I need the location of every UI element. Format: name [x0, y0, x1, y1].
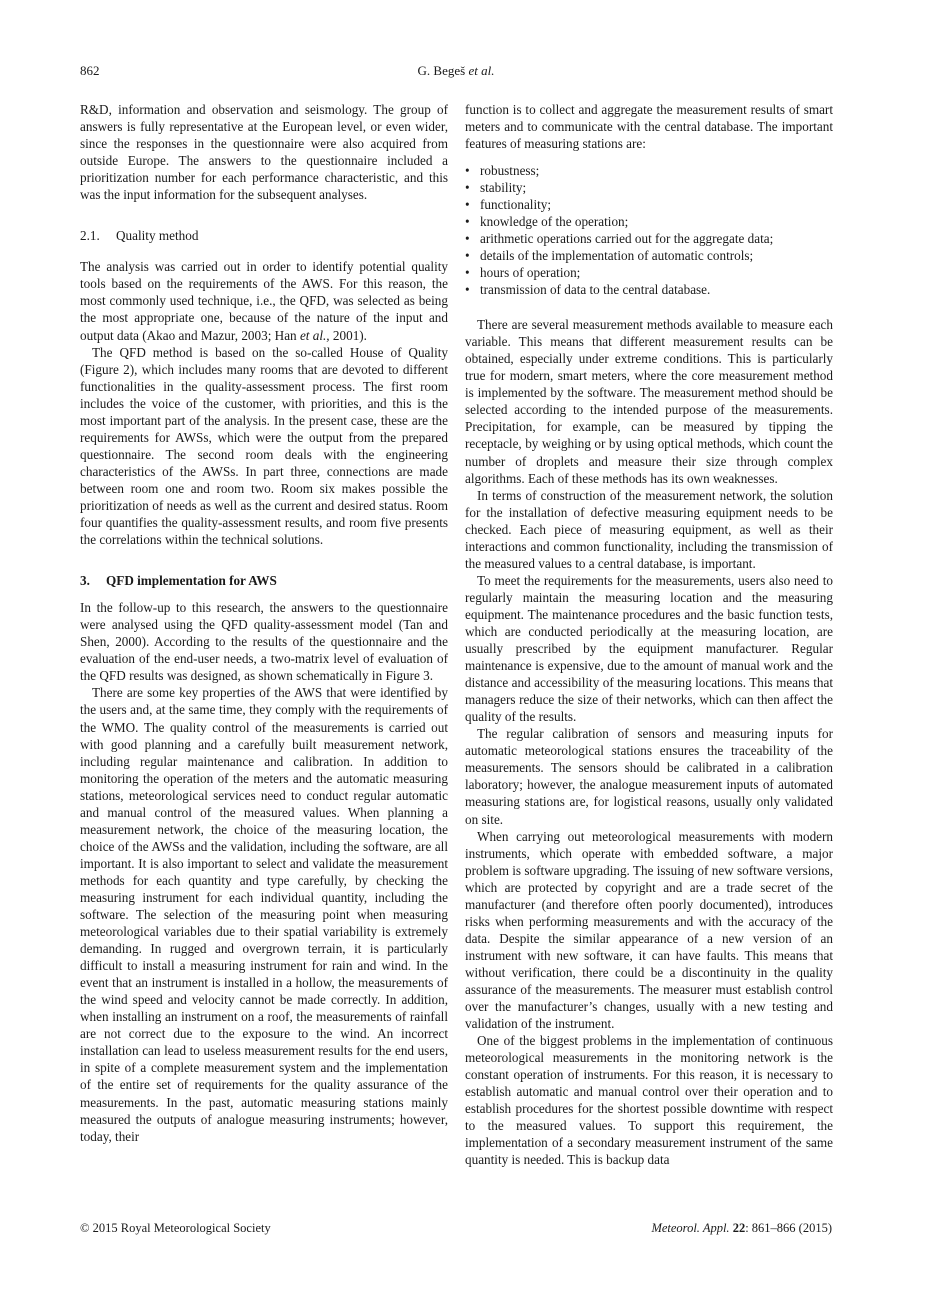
page-number: 862	[80, 63, 100, 78]
bullet-icon: •	[465, 265, 470, 281]
list-item	[465, 196, 833, 213]
paragraph-text: The analysis was carried out in order to identify potential quality tools based on the requirements of the AWS. For this reason, the most commonly used technique, i.e., the QFD, was selected as being the most appropriate one, because of the nature of the input and output data (Akao and Mazur, 2003; Han	[80, 259, 448, 343]
citation-etal: et al.,	[299, 327, 330, 343]
paragraph	[80, 258, 448, 343]
paragraph: To meet the requirements for the measurements, users also need to regularly maintain the measuring location and the measuring equipment. The maintenance procedures and the basic function tests, which are conducted periodically at the measuring location, are usually prescribed by the equipment manufacturer. Regular maintenance is expensive, due to the amount of manual work and the distance and accessibility of the measuring locations. This means that managers reduce the size of their networks, which can then affect the quality of the results.	[465, 572, 833, 725]
section-number: 3.	[80, 573, 90, 589]
list-item-text: robustness;	[480, 163, 540, 179]
subsection-title: Quality method	[116, 228, 199, 244]
list-item	[465, 247, 833, 264]
copyright-notice: © 2015 Royal Meteorological Society	[80, 1221, 271, 1235]
journal-citation	[651, 1221, 832, 1236]
page-header	[80, 63, 832, 83]
running-head	[80, 63, 832, 79]
list-item	[465, 162, 833, 179]
paragraph: The regular calibration of sensors and measuring inputs for automatic meteorological stations ensures the traceability of the measurements. The sensors should be calibrated in a calibration laboratory; however, the analogue measurement inputs of automated measuring stations are, for logistical reasons, usually only validated on site.	[465, 726, 833, 827]
section-title: QFD implementation for AWS	[106, 573, 277, 589]
journal-volume: 22	[732, 1221, 746, 1235]
paragraph: In the follow-up to this research, the answers to the questionnaire were analysed using the QFD quality-assessment model (Tan and Shen, 2000). According to the results of the questionnaire and the evaluation of the end-user needs, a two-matrix level of evaluation of the QFD results was designed, as shown schematically in Figure 3.	[80, 600, 448, 684]
left-column	[80, 101, 448, 1145]
paragraph: The QFD method is based on the so-called House of Quality (Figure 2), which includes many rooms that are devoted to different functionalities in the quality-assessment process. The first room includes the voice of the customer, with priorities, and this is the most important part of the analysis. In the present case, these are the requirements for AWSs, which were the output from the prepared questionnaire. The second room deals with the engineering characteristics of the AWSs. In part three, connections are made between room one and room two. Room six makes possible the prioritization of needs as well as the current and desired status. Room four quantifies the quality-assessment results, and room five presents the correlations within the technical solutions.	[80, 344, 448, 548]
right-column	[465, 101, 833, 1168]
bullet-icon: •	[465, 231, 470, 247]
page-footer	[80, 1221, 832, 1241]
list-item	[465, 264, 833, 281]
list-item	[465, 281, 833, 298]
feature-list	[465, 162, 833, 298]
journal-pages: : 861–866 (2015)	[745, 1221, 832, 1235]
list-item-text: hours of operation;	[480, 265, 581, 281]
list-item-text: knowledge of the operation;	[480, 214, 629, 230]
section-heading-qfd-implementation	[80, 572, 448, 589]
list-item-text: arithmetic operations carried out for the aggregate data;	[480, 231, 774, 247]
list-item-text: transmission of data to the central database.	[480, 282, 711, 298]
bullet-icon: •	[465, 248, 470, 264]
list-item	[465, 213, 833, 230]
running-head-etal: et al.	[468, 63, 495, 78]
bullet-icon: •	[465, 214, 470, 230]
paragraph: One of the biggest problems in the implementation of continuous meteorological measurements in the monitoring network is the constant operation of instruments. For this reason, it is necessary to establish automatic and manual control over their operation and to establish procedures for the shortest possible downtime with respect to the measured values. To support this requirement, the implementation of a secondary measurement instrument of the same quantity is needed. This is backup data	[465, 1033, 833, 1168]
paragraph: In terms of construction of the measurement network, the solution for the installation of defective measuring equipment needs to be checked. Each piece of measuring equipment, as well as their interactions and common functionality, including the transmission of the measured values to a central database, is important.	[465, 487, 833, 571]
list-item	[465, 179, 833, 196]
running-head-author: G. Begeš	[417, 63, 466, 78]
list-item-text: functionality;	[480, 197, 552, 213]
subsection-number: 2.1.	[80, 228, 100, 244]
bullet-icon: •	[465, 282, 470, 298]
journal-name: Meteorol. Appl.	[651, 1221, 730, 1235]
paragraph: When carrying out meteorological measurements with modern instruments, which operate with embedded software, a major problem is software upgrading. The issuing of new software versions, which are protected by copyright and are a trade secret of the manufacturer (and therefore often poorly documented), introduces risks when performing measurements and with the accuracy of the data. Despite the similar appearance of a new version of an instrument with new software, it can have faults. This means that without verification, there could be a discontinuity in the quality assurance of the measurements. The measurer must establish control over the manufacturer’s changes, usually with a new testing and validation of the instrument.	[465, 828, 833, 1032]
bullet-icon: •	[465, 180, 470, 196]
list-item-text: details of the implementation of automatic controls;	[480, 248, 754, 264]
paragraph: There are some key properties of the AWS that were identified by the users and, at the same time, they comply with the requirements of the WMO. The quality control of the measurements is carried out with good planning and a carefully built measurement network, including regular maintenance and calibration. In addition to monitoring the operation of the meters and the automatic measuring stations, meteorological services need to conduct regular automatic and manual control of the measured values. When planning a measurement network, the choice of the measuring location, the choice of the AWSs and the validation, including the software, are all important. It is also important to select and validate the measurement methods for each quantity and type carefully, by checking the measuring instrument for each individual quantity, including the software. The selection of the measuring point when measuring meteorological variables due to their spatial variability is extremely demanding. In rugged and overgrown terrain, it is particularly difficult to install a measuring instrument for rain and wind. In the event that an instrument is installed in a hollow, the measurements of the wind speed and velocity cannot be made correctly. In addition, when installing an instrument on a roof, the measurements of rainfall are not correct due to the exposure to the wind. An incorrect installation can lead to useless measurement results for the end users, in spite of a complete measurement system and the implementation of the entire set of requirements for the quality assurance of the measurements. In the past, automatic measuring stations mainly measured the outputs of analogue measuring instruments; however, today, their	[80, 685, 448, 1144]
list-item	[465, 230, 833, 247]
paragraph: function is to collect and aggregate the measurement results of smart meters and to communicate with the central database. The important features of measuring stations are:	[465, 102, 833, 152]
bullet-icon: •	[465, 197, 470, 213]
paragraph: R&D, information and observation and seismology. The group of answers is fully representative at the European level, or even wider, since the responses in the questionnaire were also acquired from outside Europe. The answers to the questionnaire included a prioritization number for each performance characteristic, and this was the input information for the subsequent analyses.	[80, 102, 448, 203]
paragraph: There are several measurement methods available to measure each variable. This means that different measurement results can be obtained, especially under extreme conditions. This is particularly true for modern, smart meters, where the core measurement method is implemented by the software. The measurement method should be selected according to the intended purpose of the measurements. Precipitation, for example, can be measured by tipping the receptacle, by weighing or by using optical methods, which count the number of droplets and measure their size through complex algorithms. Each of these methods has its own weaknesses.	[465, 317, 833, 486]
bullet-icon: •	[465, 163, 470, 179]
paragraph-text: 2001).	[329, 327, 367, 343]
subsection-heading-quality-method	[80, 227, 448, 244]
list-item-text: stability;	[480, 180, 527, 196]
